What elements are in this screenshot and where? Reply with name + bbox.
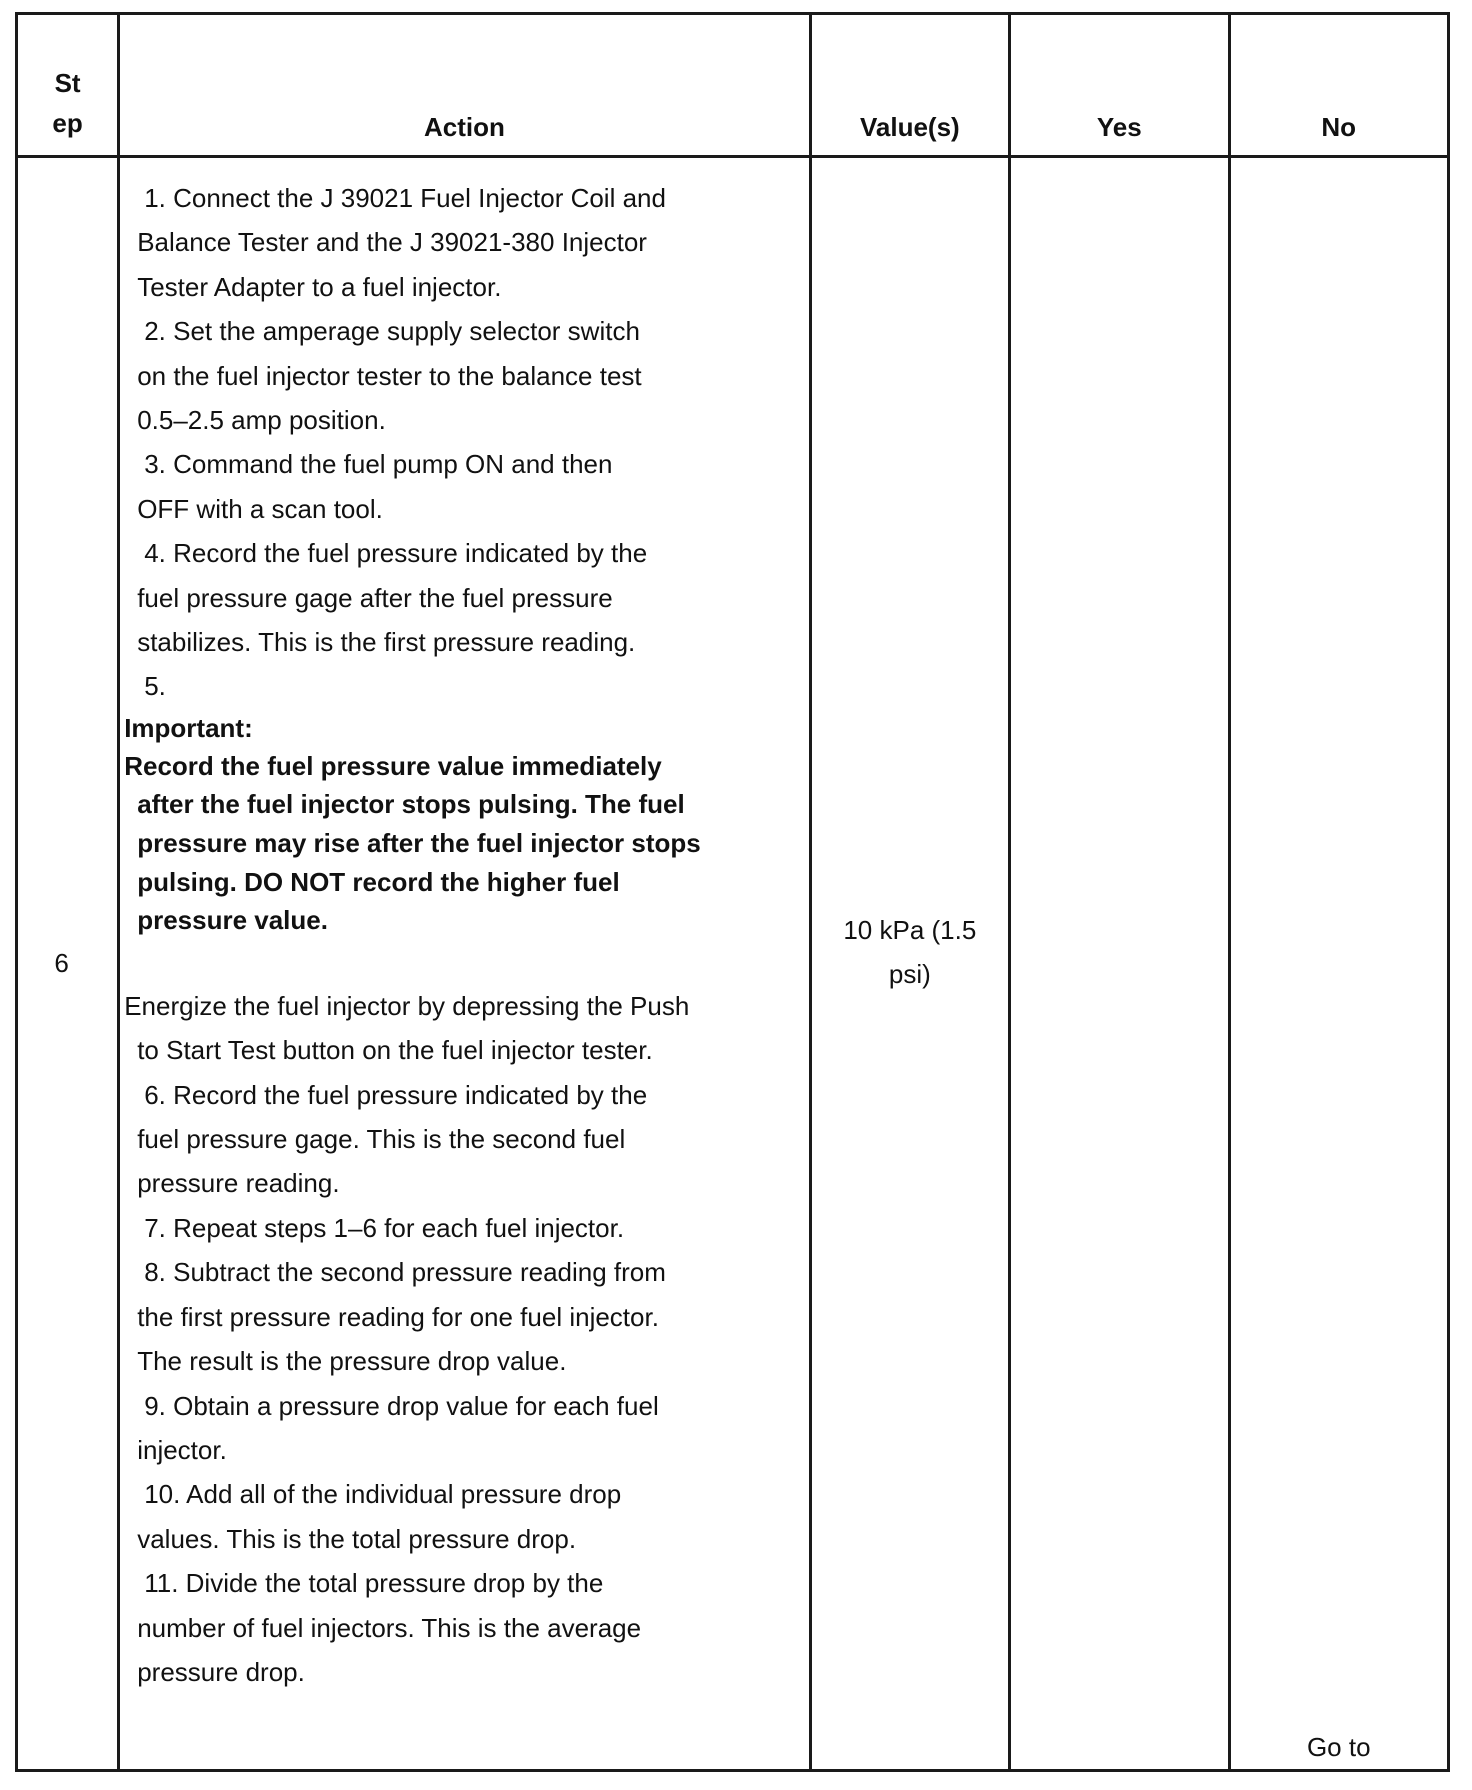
header-step [17, 14, 119, 157]
important-line: pressure value. [137, 905, 328, 936]
action-line: 4. Record the fuel pressure indicated by the [144, 538, 648, 569]
action-line: 3. Command the fuel pump ON and then [144, 449, 613, 480]
important-line: pressure may rise after the fuel injector stops [137, 828, 701, 859]
action-line: pressure drop. [137, 1656, 305, 1687]
action-line: pressure reading. [137, 1168, 340, 1199]
action-cell [119, 157, 810, 1771]
action-line: injector. [137, 1434, 227, 1465]
yes-cell [1010, 157, 1229, 1771]
action-line: The result is the pressure drop value. [137, 1346, 567, 1377]
action-line: 9. Obtain a pressure drop value for each fuel [144, 1390, 659, 1421]
action-line: to Start Test button on the fuel injector tester. [137, 1035, 653, 1066]
header-no: No [1229, 14, 1449, 157]
spacer [124, 940, 808, 984]
important-line: Record the fuel pressure value immediately [124, 750, 662, 781]
header-row [17, 14, 1449, 157]
action-line: Energize the fuel injector by depressing the Push [124, 990, 690, 1021]
header-step-line1: St [54, 68, 81, 98]
value-cell [810, 157, 1009, 1771]
step-number: 6 [17, 157, 119, 1771]
action-line: on the fuel injector tester to the balance test [137, 360, 642, 391]
action-line: stabilizes. This is the first pressure reading. [137, 627, 636, 658]
action-line: fuel pressure gage after the fuel pressure [137, 582, 613, 613]
table-row [17, 157, 1449, 1771]
action-line: OFF with a scan tool. [137, 493, 383, 524]
action-line: 0.5–2.5 amp position. [137, 405, 386, 436]
action-line: fuel pressure gage. This is the second fuel [137, 1124, 626, 1155]
action-line: the first pressure reading for one fuel injector. [137, 1301, 659, 1332]
action-line: 5. [144, 671, 166, 702]
value-line: psi) [888, 958, 931, 989]
action-line: 1. Connect the J 39021 Fuel Injector Coil and [144, 183, 666, 213]
no-cell: Go to [1229, 157, 1449, 1771]
important-label: Important: [124, 712, 253, 743]
action-line: values. This is the total pressure drop. [137, 1523, 577, 1554]
header-values: Value(s) [810, 14, 1009, 157]
table-header [17, 14, 1449, 157]
action-line: Balance Tester and the J 39021-380 Injector [137, 227, 647, 258]
action-line: 10. Add all of the individual pressure drop [144, 1479, 622, 1510]
action-line: 6. Record the fuel pressure indicated by the [144, 1079, 648, 1110]
action-line: 11. Divide the total pressure drop by the [144, 1568, 604, 1599]
action-line: Tester Adapter to a fuel injector. [137, 271, 502, 302]
procedure-table [15, 12, 1450, 1772]
action-line: 2. Set the amperage supply selector switch [144, 316, 640, 347]
action-line: 8. Subtract the second pressure reading from [144, 1257, 666, 1288]
action-line: number of fuel injectors. This is the average [137, 1612, 642, 1643]
important-line: after the fuel injector stops pulsing. The fuel [137, 789, 685, 820]
header-step-line2: ep [52, 108, 83, 138]
header-yes: Yes [1010, 14, 1229, 157]
value-line: 10 kPa (1.5 [843, 914, 977, 945]
important-line: pulsing. DO NOT record the higher fuel [137, 866, 620, 897]
action-line: 7. Repeat steps 1–6 for each fuel injector. [144, 1212, 625, 1243]
header-action: Action [119, 14, 810, 157]
important-note [124, 747, 808, 940]
